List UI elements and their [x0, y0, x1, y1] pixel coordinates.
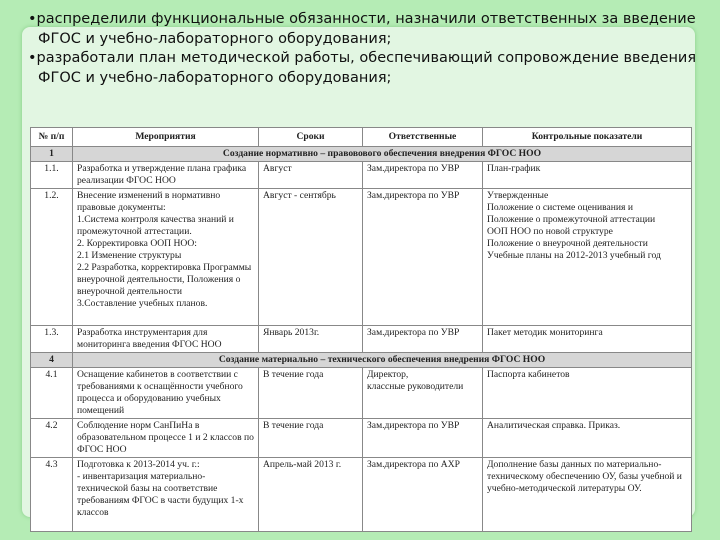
header-responsible: Ответственные	[363, 128, 483, 147]
bullet-item: •распределили функциональные обязанности, назначили ответственных за введение ФГОС и учебно-лабораторного оборудования;	[28, 11, 696, 47]
row-activity: Оснащение кабинетов в соответствии с требованиями к оснащённости учебного процесса и оборудованию учебных помещений	[73, 368, 259, 419]
row-responsible: Зам.директора по УВР	[363, 419, 483, 458]
section-num: 1	[31, 147, 73, 162]
row-term: Январь 2013г.	[259, 326, 363, 353]
header-term: Сроки	[259, 128, 363, 147]
row-activity: Соблюдение норм СанПиНа в образовательном процессе 1 и 2 классов по ФГОС НОО	[73, 419, 259, 458]
row-responsible: Директор, классные руководители	[363, 368, 483, 419]
row-term: В течение года	[259, 419, 363, 458]
row-responsible: Зам.директора по УВР	[363, 189, 483, 326]
row-indicators: Утвержденные Положение о системе оценивания и Положение о промежуточной аттестации ООП НОО по новой структуре Положение о внеурочной деятельности Учебные планы на 2012-2013 учебный год	[483, 189, 692, 326]
bullet-list	[28, 10, 708, 88]
row-activity: Подготовка к 2013-2014 уч. г.: - инвентаризация материально-технической базы на соответствие требованиям ФГОС в части будущих 1-х классов	[73, 458, 259, 532]
row-term: Апрель-май 2013 г.	[259, 458, 363, 532]
row-indicators: План-график	[483, 162, 692, 189]
plan-table	[30, 127, 692, 532]
section-row	[31, 147, 692, 162]
table-row	[31, 189, 692, 326]
row-indicators: Дополнение базы данных по материально-техническому обеспечению ОУ, базы учебной и учебно-методической литературы ОУ.	[483, 458, 692, 532]
row-responsible: Зам.директора по УВР	[363, 162, 483, 189]
row-indicators: Пакет методик мониторинга	[483, 326, 692, 353]
table-header	[31, 128, 692, 147]
header-indicators: Контрольные показатели	[483, 128, 692, 147]
row-num: 4.3	[31, 458, 73, 532]
row-num: 1.1.	[31, 162, 73, 189]
header-num: № п/п	[31, 128, 73, 147]
row-responsible: Зам.директора по АХР	[363, 458, 483, 532]
row-term: В течение года	[259, 368, 363, 419]
table-row	[31, 326, 692, 353]
section-title: Создание нормативно – правовового обеспечения внедрения ФГОС НОО	[73, 147, 692, 162]
table-row	[31, 368, 692, 419]
row-responsible: Зам.директора по УВР	[363, 326, 483, 353]
header-activity: Мероприятия	[73, 128, 259, 147]
row-activity: Внесение изменений в нормативно правовые документы: 1.Система контроля качества знаний и промежуточной аттестации. 2. Корректировка ООП НОО: 2.1 Изменение структуры 2.2 Разработка, корректировка Программы внеурочной деятельности, Положения о внеурочной деятельности 3.Составление учебных планов.	[73, 189, 259, 326]
bullet-item: •разработали план методической работы, обеспечивающий сопровождение введения ФГОС и учебно-лабораторного оборудования;	[28, 50, 697, 86]
row-indicators: Паспорта кабинетов	[483, 368, 692, 419]
table-row	[31, 162, 692, 189]
row-activity: Разработка инструментария для мониторинга введения ФГОС НОО	[73, 326, 259, 353]
row-term: Август	[259, 162, 363, 189]
row-indicators: Аналитическая справка. Приказ.	[483, 419, 692, 458]
row-num: 1.3.	[31, 326, 73, 353]
table-row	[31, 458, 692, 532]
section-row	[31, 353, 692, 368]
table-row	[31, 419, 692, 458]
row-term: Август - сентябрь	[259, 189, 363, 326]
row-activity: Разработка и утверждение плана графика реализации ФГОС НОО	[73, 162, 259, 189]
row-num: 4.2	[31, 419, 73, 458]
row-num: 4.1	[31, 368, 73, 419]
row-num: 1.2.	[31, 189, 73, 326]
section-title: Создание материально – технического обеспечения внедрения ФГОС НОО	[73, 353, 692, 368]
section-num: 4	[31, 353, 73, 368]
